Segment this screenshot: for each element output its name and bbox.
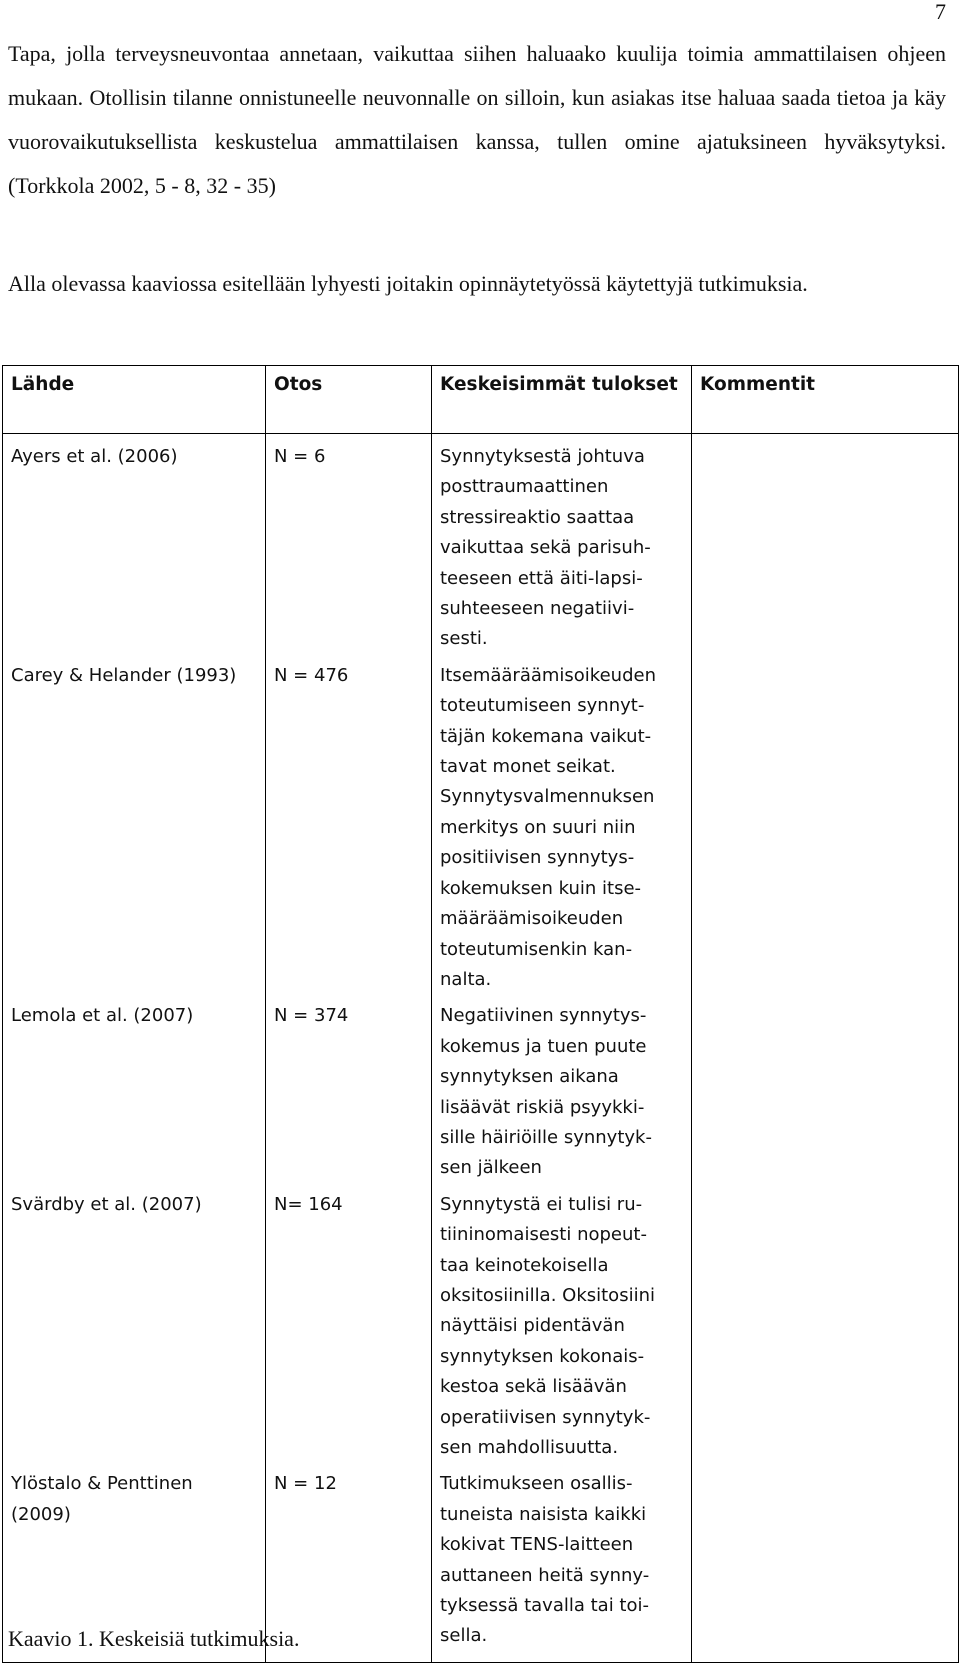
figure-caption: Kaavio 1. Keskeisiä tutkimuksia. — [8, 1626, 300, 1651]
cell-sample: N = 12 — [266, 1463, 432, 1662]
result-line: tiininomaisesti nopeut- — [440, 1224, 647, 1246]
cell-source: Ylöstalo & Penttinen (2009) — [3, 1463, 266, 1662]
cell-sample: N= 164 — [266, 1184, 432, 1464]
cell-sample: N = 6 — [266, 434, 432, 655]
table-row — [3, 434, 959, 655]
result-line: taa keinotekoisella — [440, 1254, 609, 1276]
result-line: sella. — [440, 1625, 488, 1647]
result-line: kokemuksen kuin itse- — [440, 877, 642, 899]
result-line: teeseen että äiti-lapsi- — [440, 567, 643, 589]
result-line: merkitys on suuri niin — [440, 816, 636, 838]
result-line: tuneista naisista kaikki — [440, 1503, 647, 1525]
header-sample: Otos — [266, 366, 432, 434]
cell-results — [432, 1184, 692, 1464]
cell-source: Carey & Helander (1993) — [3, 655, 266, 995]
result-line: nalta. — [440, 968, 492, 990]
result-line: näyttäisi pidentävän — [440, 1315, 625, 1337]
cell-comments — [692, 1184, 959, 1464]
result-line: Itsemääräämisoikeuden — [440, 664, 656, 686]
result-line: kokivat TENS-laitteen — [440, 1534, 634, 1556]
cell-comments — [692, 995, 959, 1183]
result-line: sesti. — [440, 628, 488, 650]
studies-table — [2, 365, 959, 1663]
cell-results — [432, 995, 692, 1183]
header-results: Keskeisimmät tulokset — [432, 366, 692, 434]
result-line: Synnytyksestä johtuva — [440, 446, 645, 467]
result-line: Tutkimukseen osallis- — [440, 1473, 633, 1495]
cell-sample: N = 374 — [266, 995, 432, 1183]
result-line: tyksessä tavalla tai toi- — [440, 1595, 649, 1617]
result-line: stressireaktio saattaa — [440, 506, 635, 528]
cell-results — [432, 434, 692, 655]
page-number: 7 — [935, 0, 946, 24]
result-line: positiivisen synnytys- — [440, 847, 635, 869]
table-row — [3, 655, 959, 995]
result-line: lisäävät riskiä psyykki- — [440, 1096, 645, 1118]
result-line: toteutumiseen synnyt- — [440, 695, 645, 717]
body-paragraph-2: Alla olevassa kaaviossa esitellään lyhyesti joitakin opinnäytetyössä käytettyjä tutkimuksia. — [8, 271, 808, 296]
cell-source: Svärdby et al. (2007) — [3, 1184, 266, 1464]
header-comments: Kommentit — [692, 366, 959, 434]
cell-source: Lemola et al. (2007) — [3, 995, 266, 1183]
cell-comments — [692, 1463, 959, 1662]
result-line: oksitosiinilla. Oksitosiini — [440, 1284, 655, 1306]
result-line: täjän kokemana vaikut- — [440, 725, 652, 747]
result-line: sen mahdollisuutta. — [440, 1437, 619, 1458]
result-line: suhteeseen negatiivi- — [440, 598, 635, 620]
cell-comments — [692, 655, 959, 995]
table-body — [3, 434, 959, 1663]
body-paragraph-1: Tapa, jolla terveysneuvontaa annetaan, vaikuttaa siihen haluaako kuulija toimia ammattilaisen ohjeen mukaan. Otollisin tilanne onnistuneelle neuvonnalle on silloin, kun asiakas itse haluaa saada tietoa ja käy vuorovaikutuksellista keskustelua ammattilaisen kanssa, tullen omine ajatuksineen hyväksytyksi. (Torkkola 2002, 5 - 8, 32 - 35) — [8, 41, 946, 198]
cell-source: Ayers et al. (2006) — [3, 434, 266, 655]
table-row — [3, 1184, 959, 1464]
result-line: auttaneen heitä synny- — [440, 1564, 650, 1586]
result-line: Synnytystä ei tulisi ru- — [440, 1193, 643, 1215]
cell-sample: N = 476 — [266, 655, 432, 995]
table-header-row — [3, 366, 959, 434]
result-line: Synnytysvalmennuksen — [440, 786, 655, 808]
cell-results — [432, 655, 692, 995]
result-line: kokemus ja tuen puute — [440, 1035, 647, 1057]
result-line: Negatiivinen synnytys- — [440, 1005, 647, 1027]
cell-results — [432, 1463, 692, 1662]
cell-comments — [692, 434, 959, 655]
result-line: posttraumaattinen — [440, 476, 609, 498]
result-line: sille häiriöille synnytyk- — [440, 1126, 652, 1148]
result-line: synnytyksen kokonais- — [440, 1345, 645, 1367]
result-line: sen jälkeen — [440, 1157, 542, 1179]
result-line: vaikuttaa sekä parisuh- — [440, 537, 651, 559]
result-line: synnytyksen aikana — [440, 1066, 619, 1088]
result-line: kestoa sekä lisäävän — [440, 1376, 627, 1398]
result-line: tavat monet seikat. — [440, 756, 616, 778]
result-line: operatiivisen synnytyk- — [440, 1406, 651, 1428]
result-line: määräämisoikeuden — [440, 908, 624, 930]
result-line: toteutumisenkin kan- — [440, 938, 633, 960]
table-row — [3, 995, 959, 1183]
header-source: Lähde — [3, 366, 266, 434]
